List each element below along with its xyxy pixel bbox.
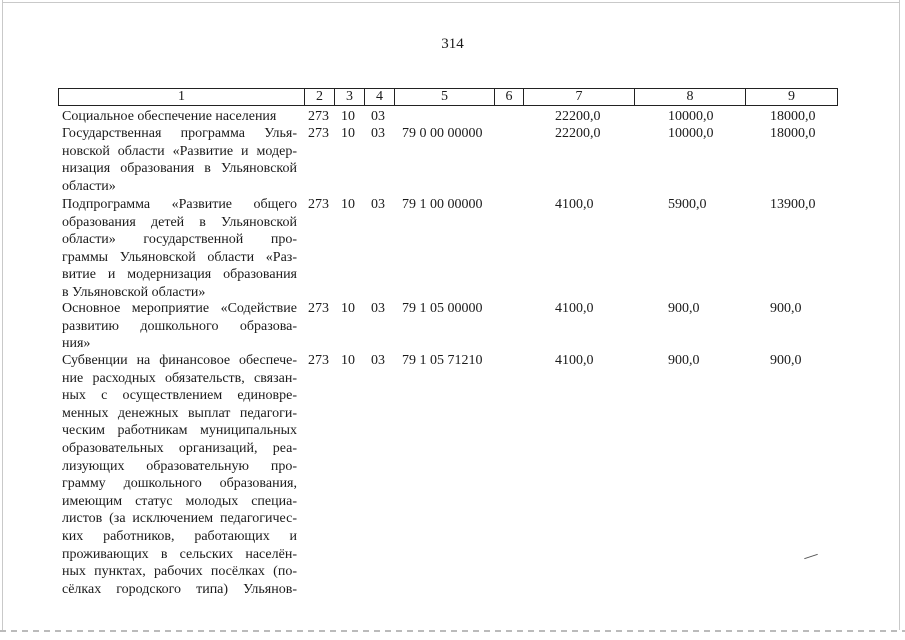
description-line: образовательных организаций, реа- xyxy=(62,440,297,456)
cell-col-3: 10 xyxy=(341,126,355,141)
page-edge-top xyxy=(2,2,900,3)
description-line: грамму дошкольного образования, xyxy=(62,476,297,492)
cell-col-3: 10 xyxy=(341,109,355,124)
header-col-2: 2 xyxy=(305,89,335,105)
description-line: Социальное обеспечение населения xyxy=(62,109,277,124)
cell-col-9: 900,0 xyxy=(770,301,802,316)
cell-col-5: 79 0 00 00000 xyxy=(402,126,483,141)
cell-col-4: 03 xyxy=(371,126,385,141)
description-line: проживающих в сельских населён- xyxy=(62,546,297,562)
cell-col-7: 22200,0 xyxy=(555,109,601,124)
table-header-row xyxy=(58,88,838,106)
cell-col-8: 5900,0 xyxy=(668,197,707,212)
cell-col-5: 79 1 05 71210 xyxy=(402,353,483,368)
page-edge-left xyxy=(2,0,3,630)
description-line: ных с осуществлением единовре- xyxy=(62,388,297,404)
cell-col-7: 4100,0 xyxy=(555,197,594,212)
row-description xyxy=(62,125,297,195)
cell-col-8: 10000,0 xyxy=(668,126,714,141)
description-line: граммы Ульяновской области «Раз- xyxy=(62,249,297,265)
description-line: ния» xyxy=(62,336,91,352)
cell-col-9: 13900,0 xyxy=(770,197,816,212)
description-line: витие и модернизация образования xyxy=(62,267,297,283)
cell-col-2: 273 xyxy=(308,126,329,141)
cell-col-8: 900,0 xyxy=(668,301,700,316)
cell-col-3: 10 xyxy=(341,353,355,368)
description-line: ние расходных обязательств, связан- xyxy=(62,370,297,386)
cell-col-7: 4100,0 xyxy=(555,353,594,368)
cell-col-4: 03 xyxy=(371,197,385,212)
row-description xyxy=(62,352,297,598)
page-edge-bottom xyxy=(0,630,905,632)
header-col-6: 6 xyxy=(495,89,524,105)
cell-col-9: 900,0 xyxy=(770,353,802,368)
header-col-3: 3 xyxy=(335,89,365,105)
header-col-8: 8 xyxy=(635,89,746,105)
cell-col-8: 900,0 xyxy=(668,353,700,368)
cell-col-9: 18000,0 xyxy=(770,109,816,124)
header-col-9: 9 xyxy=(788,89,795,104)
cell-col-4: 03 xyxy=(371,109,385,124)
description-line: Субвенции на финансовое обеспече- xyxy=(62,353,297,368)
header-col-7: 7 xyxy=(524,89,635,105)
description-line: ких работников, работающих и xyxy=(62,528,297,544)
cell-col-2: 273 xyxy=(308,301,329,316)
description-line: ческим работникам муниципальных xyxy=(62,423,297,439)
description-line: листов (за исключением педагогичес- xyxy=(62,511,297,527)
cell-col-7: 22200,0 xyxy=(555,126,601,141)
description-line: области» государственной про- xyxy=(62,232,297,248)
row-description xyxy=(62,108,297,126)
cell-col-5: 79 1 00 00000 xyxy=(402,197,483,212)
description-line: новской области «Развитие и модер- xyxy=(62,143,297,159)
cell-col-3: 10 xyxy=(341,301,355,316)
cell-col-4: 03 xyxy=(371,353,385,368)
description-line: сёлках городского типа) Ульянов- xyxy=(62,581,297,597)
page-edge-right xyxy=(899,0,900,630)
header-col-1: 1 xyxy=(59,89,305,105)
cell-col-3: 10 xyxy=(341,197,355,212)
cell-col-8: 10000,0 xyxy=(668,109,714,124)
cell-col-7: 4100,0 xyxy=(555,301,594,316)
description-line: в Ульяновской области» xyxy=(62,284,206,300)
header-col-5: 5 xyxy=(395,89,495,105)
description-line: развитию дошкольного образова- xyxy=(62,318,297,334)
description-line: Государственная программа Улья- xyxy=(62,126,297,141)
description-line: лизующих образовательную про- xyxy=(62,458,297,474)
description-line: Основное мероприятие «Содействие xyxy=(62,301,297,316)
row-description xyxy=(62,196,297,302)
description-line: образования детей в Ульяновской xyxy=(62,214,297,230)
scan-mark xyxy=(804,554,818,559)
cell-col-9: 18000,0 xyxy=(770,126,816,141)
cell-col-2: 273 xyxy=(308,109,329,124)
description-line: области» xyxy=(62,178,116,194)
cell-col-5: 79 1 05 00000 xyxy=(402,301,483,316)
description-line: ных пунктах, рабочих посёлках (по- xyxy=(62,564,297,580)
description-line: менных денежных выплат педагоги- xyxy=(62,405,297,421)
description-line: Подпрограмма «Развитие общего xyxy=(62,197,297,212)
cell-col-2: 273 xyxy=(308,197,329,212)
description-line: низация образования в Ульяновской xyxy=(62,161,297,177)
header-col-4: 4 xyxy=(365,89,395,105)
description-line: имеющим статус молодых специа- xyxy=(62,493,297,509)
page-number: 314 xyxy=(441,36,464,52)
cell-col-2: 273 xyxy=(308,353,329,368)
row-description xyxy=(62,300,297,353)
cell-col-4: 03 xyxy=(371,301,385,316)
